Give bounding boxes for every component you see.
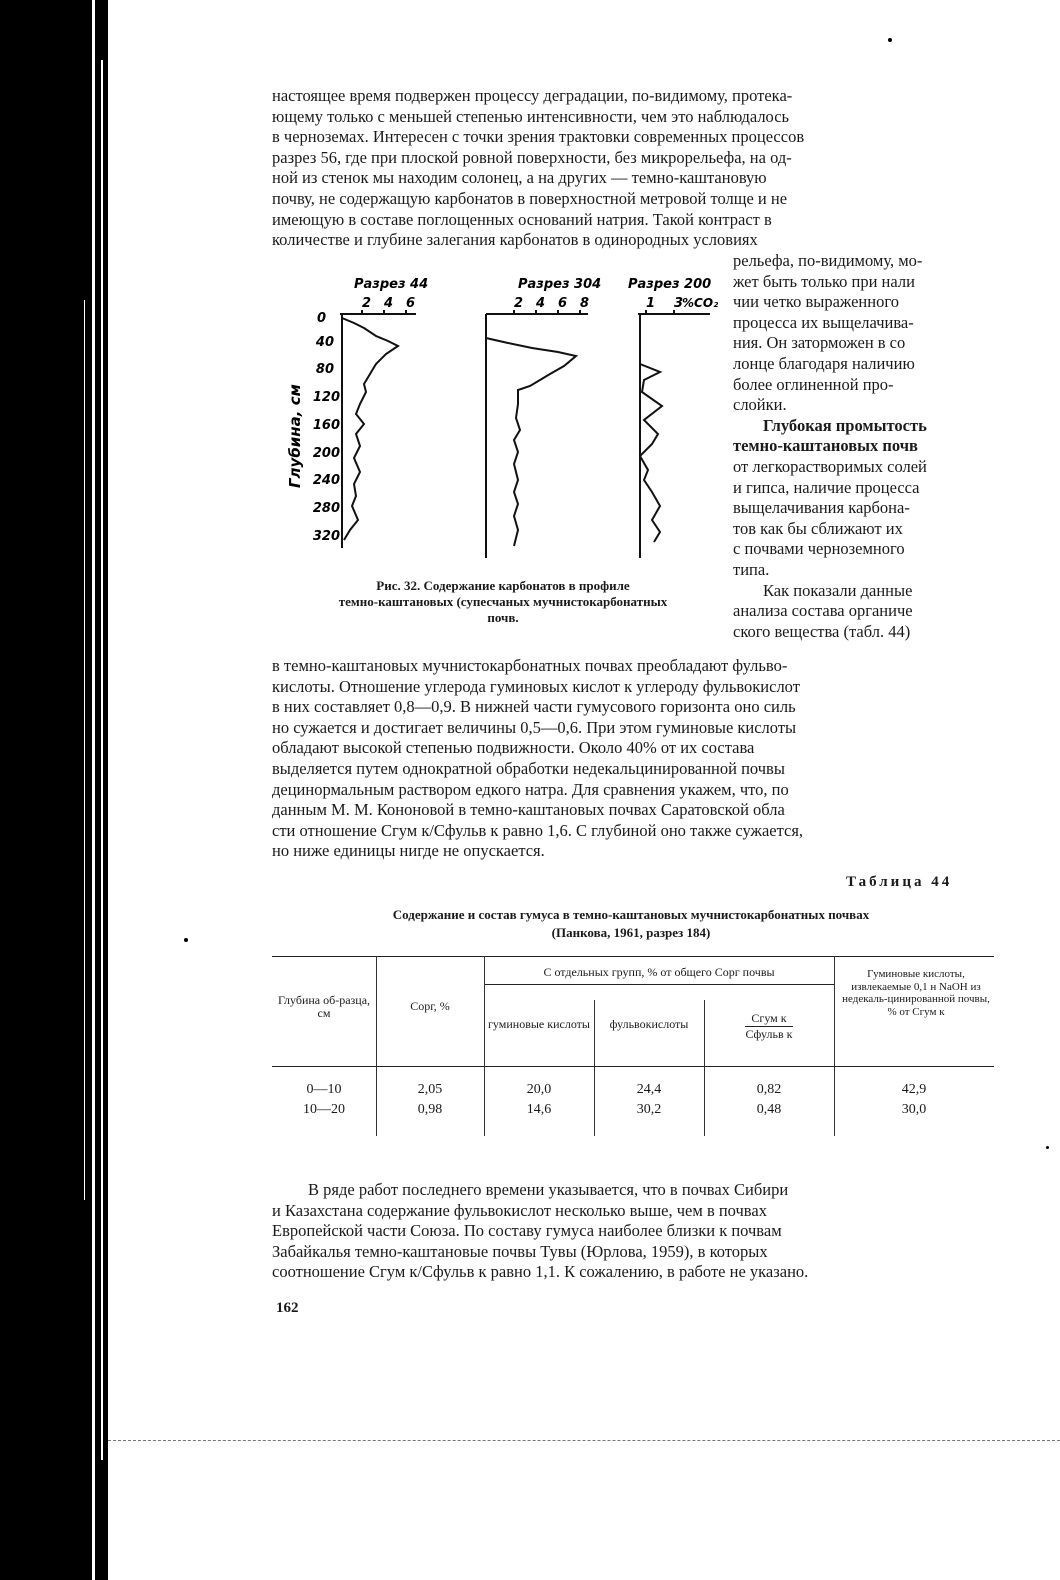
text-line: Как показали данные — [763, 580, 913, 600]
tick-label: 2 — [514, 296, 524, 311]
tick-label: 4 — [536, 296, 546, 311]
cell-fulvic: 24,4 — [636, 1082, 662, 1097]
text-line: Глубокая промытость — [763, 415, 927, 435]
carbonate-curve-304 — [486, 338, 576, 546]
text-line: имеющую в составе поглощенных оснований натрия. Такой контраст в — [272, 209, 772, 229]
ratio-denominator: Cфульв к — [745, 1027, 793, 1041]
carbonate-profile-figure — [268, 268, 718, 578]
text-line: ния. Он заторможен в со — [733, 333, 906, 353]
table-rule — [272, 956, 994, 957]
text-line: разрез 56, где при плоской ровной поверхности, без микрорельефа, на од- — [272, 147, 792, 167]
tick-label: 3 — [674, 296, 684, 311]
text-line: с почвами черноземного — [733, 539, 905, 559]
scan-speck — [1046, 1146, 1049, 1149]
header-extracted: Гуминовые кислоты, извлекаемые 0,1 н NaOH из недекаль-цинированной почвы, % от Cгум к — [842, 968, 990, 1018]
tick-label: 1 — [646, 296, 656, 311]
text-line: соотношение Cгум к/Cфульв к равно 1,1. К сожалению, в работе не указано. — [272, 1262, 809, 1282]
text-line: тов как бы сближают их — [733, 518, 903, 538]
text-line: ющему только с меньшей степенью интенсивности, чем это наблюдалось — [272, 106, 790, 126]
depth-tick: 320 — [312, 529, 340, 544]
carbonate-curve-44 — [342, 318, 398, 540]
text-line: и Казахстана содержание фульвокислот несколько выше, чем в почвах — [272, 1200, 767, 1220]
text-line: и гипса, наличие процесса — [733, 477, 920, 497]
text-line: настоящее время подвержен процессу деградации, по-видимому, протека- — [272, 86, 793, 105]
y-axis-label: Глубина, см — [286, 384, 304, 488]
cell-extracted: 42,9 — [901, 1082, 927, 1097]
text-line: выщелачивания карбона- — [733, 498, 910, 518]
cell-depth: 10—20 — [303, 1102, 345, 1117]
table-title-line: (Панкова, 1961, разрез 184) — [551, 925, 711, 940]
text-line: сти отношение Cгум к/Cфульв к равно 1,6. С глубиной оно также сужается, — [272, 820, 804, 840]
panel-title: Разрез 304 — [518, 277, 602, 292]
depth-tick: 40 — [315, 335, 334, 350]
panel-title: Разрез 200 — [628, 277, 712, 292]
paragraph-middle — [272, 656, 990, 862]
header-fulvic: фульвокислоты — [609, 1017, 689, 1031]
header-depth: Глубина об-разца, см — [277, 993, 371, 1020]
header-ratio — [704, 1012, 834, 1041]
header-humic: гуминовые кислоты — [488, 1017, 590, 1031]
cell-depth: 0—10 — [306, 1082, 342, 1097]
table-rule — [272, 1066, 994, 1067]
table-title — [272, 906, 990, 942]
figure-caption — [288, 578, 718, 626]
depth-tick: 120 — [312, 390, 340, 405]
text-line: обладают высокой степенью подвижности. Около 40% от их состава — [272, 738, 755, 758]
text-line: жет быть только при нали — [733, 271, 915, 291]
carbonate-curve-200 — [640, 364, 662, 542]
panel-title: Разрез 44 — [354, 277, 429, 292]
text-line: почву, не содержащую карбонатов в поверхностной метровой толще и не — [272, 188, 788, 208]
text-line: ной из стенок мы находим солонец, а на других — темно-каштановую — [272, 168, 767, 188]
cell-ratio: 0,48 — [756, 1102, 782, 1117]
paragraph-top — [272, 86, 990, 251]
text-line: кислоты. Отношение углерода гуминовых кислот к углероду фульвокислот — [272, 676, 800, 696]
tick-label: 4 — [384, 296, 394, 311]
ratio-numerator: Cгум к — [745, 1012, 792, 1027]
paragraph-side — [733, 251, 991, 642]
text-line: но ниже единицы нигде не опускается. — [272, 841, 545, 861]
depth-tick: 280 — [312, 501, 340, 516]
text-line: чии четко выраженного — [733, 292, 899, 312]
scan-speck — [888, 38, 892, 42]
header-corg: Cорг, % — [410, 999, 450, 1013]
text-line: ского вещества (табл. 44) — [733, 621, 911, 641]
text-line: в темно-каштановых мучнистокарбонатных почвах преобладают фульво- — [272, 656, 788, 675]
depth-tick: 0 — [316, 311, 326, 326]
cell-extracted: 30,0 — [901, 1102, 927, 1117]
tick-label: 6 — [406, 296, 416, 311]
tick-label: 8 — [580, 296, 590, 311]
cell-fulvic: 30,2 — [636, 1102, 662, 1117]
caption-line: почв. — [487, 610, 519, 625]
depth-tick: 160 — [312, 418, 340, 433]
caption-line: Рис. 32. Содержание карбонатов в профиле — [376, 578, 630, 593]
text-line: данным М. М. Кононовой в темно-каштановых почвах Саратовской обла — [272, 800, 785, 820]
text-line: слойки. — [733, 395, 787, 415]
scan-artifact-line — [108, 1440, 1060, 1441]
text-line: но сужается и достигает величины 0,5—0,6. При этом гуминовые кислоты — [272, 717, 797, 737]
table-title-line: Содержание и состав гумуса в темно-каштановых мучнистокарбонатных почвах — [392, 907, 870, 922]
humus-table — [272, 956, 994, 1146]
depth-tick: 200 — [312, 446, 340, 461]
cell-humic: 20,0 — [526, 1082, 552, 1097]
text-line: Европейской части Союза. По составу гумуса наиболее близки к почвам — [272, 1221, 782, 1241]
scan-border — [0, 0, 108, 1580]
page-number: 162 — [276, 1300, 299, 1316]
header-groups: С отдельных групп, % от общего Cорг почвы — [543, 965, 775, 979]
depth-tick: 240 — [312, 473, 340, 488]
text-line: децинормальным раствором едкого натра. Для сравнения укажем, что, по — [272, 779, 789, 799]
text-line: темно-каштановых почв — [733, 436, 918, 456]
cell-ratio: 0,82 — [756, 1082, 782, 1097]
tick-label: 6 — [558, 296, 568, 311]
text-line: лонце благодаря наличию — [733, 353, 915, 373]
unit-label: %CO₂ — [682, 296, 718, 310]
table-label: Таблица 44 — [846, 874, 953, 890]
text-line: процесса их выщелачива- — [733, 312, 914, 332]
text-line: от легкорастворимых солей — [733, 456, 927, 476]
text-line: в черноземах. Интересен с точки зрения трактовки современных процессов — [272, 127, 805, 147]
cell-corg: 0,98 — [417, 1102, 443, 1117]
caption-line: темно-каштановых (супесчаных мучнистокарбонатных — [338, 594, 668, 609]
paragraph-bottom — [272, 1180, 990, 1283]
text-line: рельефа, по-видимому, мо- — [733, 251, 923, 270]
text-line: Забайкалья темно-каштановые почвы Тувы (Юрлова, 1959), в которых — [272, 1241, 768, 1261]
cell-corg: 2,05 — [417, 1082, 443, 1097]
text-line: анализа состава органиче — [733, 601, 913, 621]
text-line: количестве и глубине залегания карбонатов в одинородных условиях — [272, 230, 758, 250]
table-rule — [484, 984, 834, 985]
depth-tick: 80 — [315, 362, 334, 377]
text-line: более оглиненной про- — [733, 374, 894, 394]
cell-humic: 14,6 — [526, 1102, 552, 1117]
text-line: типа. — [733, 559, 770, 579]
text-line: выделяется путем однократной обработки недекальцинированной почвы — [272, 758, 785, 778]
text-line: В ряде работ последнего времени указывается, что в почвах Сибири — [308, 1180, 789, 1199]
tick-label: 2 — [362, 296, 372, 311]
text-line: в них составляет 0,8—0,9. В нижней части гумусового горизонта оно силь — [272, 697, 796, 717]
scan-speck — [184, 938, 188, 942]
